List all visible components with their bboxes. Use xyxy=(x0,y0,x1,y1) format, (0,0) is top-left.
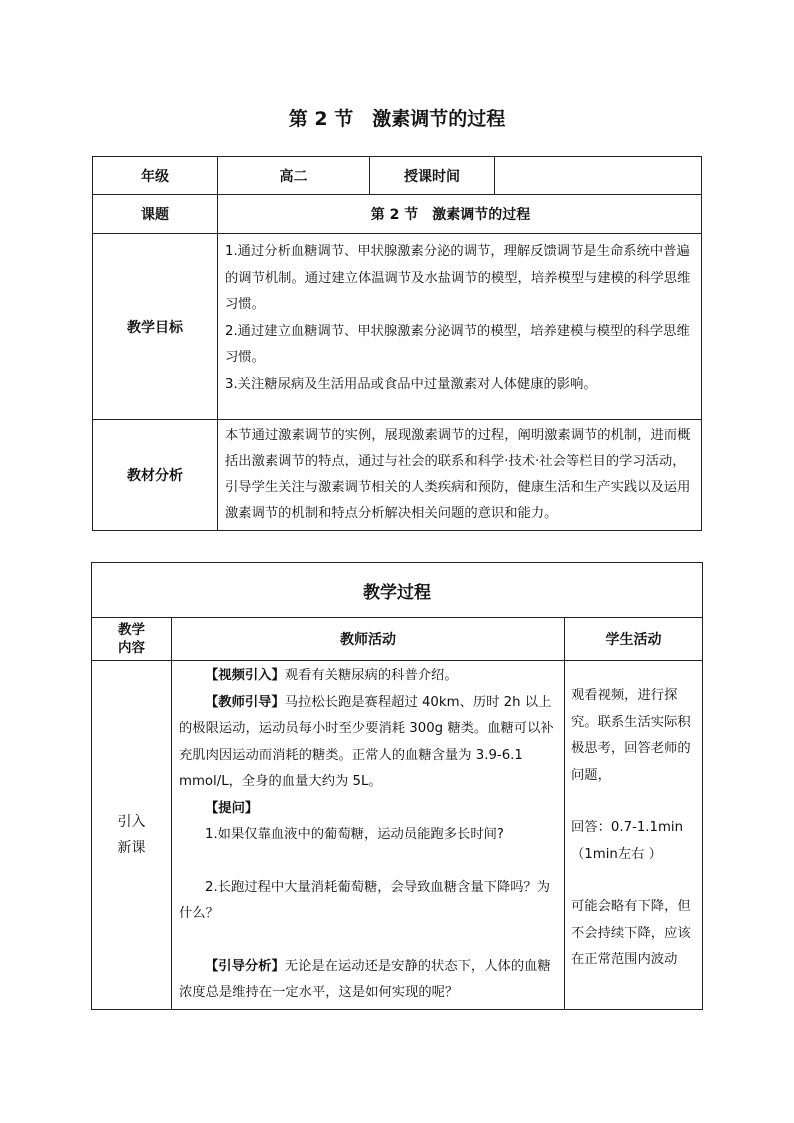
teaching-process-table xyxy=(91,562,703,1010)
student-column-header: 学生活动 xyxy=(565,618,703,661)
student-answer-2: 可能会略有下降，但不会持续下降，应该在正常范围内波动 xyxy=(571,899,691,967)
guided-analysis-text: 无论是在运动还是安静的状态下，人体的血糖浓度总是维持在一定水平，这是如何实现的呢？ xyxy=(179,958,551,1000)
analysis-label: 教材分析 xyxy=(93,420,218,531)
page-title: 第 2 节 激素调节的过程 xyxy=(288,108,506,130)
intro-label-line: 新课 xyxy=(117,839,146,856)
grade-value: 高二 xyxy=(218,157,370,195)
guided-analysis-tag: 【引导分析】 xyxy=(205,958,285,974)
goal-item: 1.通过分析血糖调节、甲状腺激素分泌的调节，理解反馈调节是生命系统中普遍的调节机制。通过建立体温调节及水盐调节的模型，培养模型与建模的科学思维习惯。 xyxy=(225,244,691,312)
analysis-text: 本节通过激素调节的实例，展现激素调节的过程，阐明激素调节的机制，进而概括出激素调节的特点，通过与社会的联系和科学·技术·社会等栏目的学习活动，引导学生关注与激素调节相关的人类疾病和预防，健康生活和生产实践以及运用激素调节的机制和特点分析解决相关问题的意识和能力。 xyxy=(218,420,702,531)
teacher-guide-tag: 【教师引导】 xyxy=(205,694,285,710)
video-intro-tag: 【视频引入】 xyxy=(205,668,285,683)
time-label: 授课时间 xyxy=(370,157,495,195)
content-column-header xyxy=(92,618,172,661)
teacher-guide-paragraph xyxy=(179,690,557,796)
content-header-line: 内容 xyxy=(118,640,145,656)
intro-section-label xyxy=(92,661,172,1010)
teacher-activity-cell xyxy=(172,661,565,1010)
teacher-column-header: 教师活动 xyxy=(172,618,565,661)
process-title: 教学过程 xyxy=(92,563,703,618)
student-activity-text: 观看视频，进行探究。联系生活实际积极思考，回答老师的问题， xyxy=(571,688,691,783)
intro-label-line: 引入 xyxy=(117,813,146,830)
goals-label: 教学目标 xyxy=(93,234,218,420)
topic-value: 第 2 节 激素调节的过程 xyxy=(218,195,702,234)
topic-label: 课题 xyxy=(93,195,218,234)
teacher-guide-text: 马拉松长跑是赛程超过 40km、历时 2h 以上的极限运动，运动员每小时至少要消耗 300g 糖类。血糖可以补充肌肉因运动而消耗的糖类。正常人的血糖含量为 3.9-6.1 mmol/L，全身的血量大约为 5L。 xyxy=(179,694,554,789)
question-tag: 【提问】 xyxy=(205,800,259,816)
lesson-info-table xyxy=(92,156,702,531)
student-answer-1: 回答：0.7-1.1min（1min左右 ） xyxy=(571,820,684,862)
question-1: 1.如果仅靠血液中的葡萄糖，运动员能跑多长时间? xyxy=(205,827,504,842)
video-intro-paragraph xyxy=(179,663,557,690)
goal-item: 2.通过建立血糖调节、甲状腺激素分泌调节的模型，培养建模与模型的科学思维习惯。 xyxy=(225,323,690,365)
video-intro-text: 观看有关糖尿病的科普介绍。 xyxy=(284,668,458,683)
question-2: 2.长跑过程中大量消耗葡萄糖，会导致血糖含量下降吗？为什么？ xyxy=(179,879,551,921)
grade-label: 年级 xyxy=(93,157,218,195)
content-header-line: 教学 xyxy=(118,622,145,638)
guided-analysis-paragraph xyxy=(179,954,557,1007)
time-value xyxy=(495,157,702,195)
goals-cell xyxy=(218,234,702,420)
goal-item: 3.关注糖尿病及生活用品或食品中过量激素对人体健康的影响。 xyxy=(225,376,597,392)
student-activity-cell xyxy=(565,661,703,1010)
